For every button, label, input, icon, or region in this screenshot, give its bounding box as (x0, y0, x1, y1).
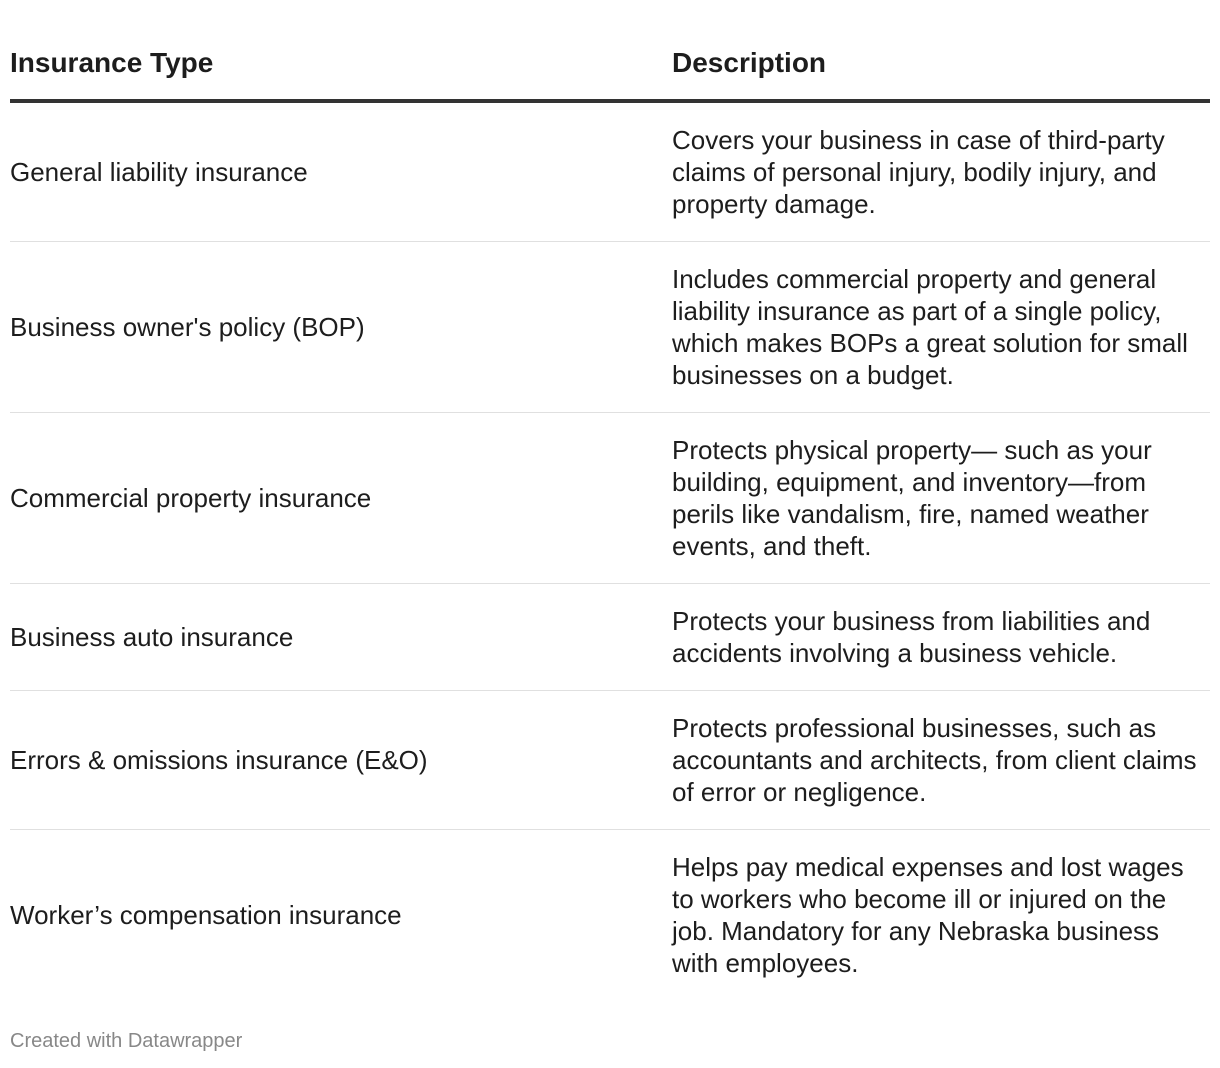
insurance-type-cell: General liability insurance (10, 101, 672, 242)
column-header-insurance-type[interactable]: Insurance Type (10, 0, 672, 101)
table-row (10, 691, 1210, 830)
description-cell: Protects physical property— such as your building, equipment, and inventory—from perils like vandalism, fire, named weather events, and theft. (672, 413, 1210, 584)
description-cell: Includes commercial property and general liability insurance as part of a single policy, which makes BOPs a great solution for small businesses on a budget. (672, 242, 1210, 413)
header-row (10, 0, 1210, 101)
table-row (10, 242, 1210, 413)
insurance-type-cell: Commercial property insurance (10, 413, 672, 584)
table-row (10, 830, 1210, 1001)
insurance-type-cell: Worker’s compensation insurance (10, 900, 402, 930)
table-row (10, 413, 1210, 584)
insurance-type-cell: Business auto insurance (10, 584, 672, 691)
description-cell: Protects your business from liabilities and accidents involving a business vehicle. (672, 584, 1210, 691)
datawrapper-credit[interactable]: Created with Datawrapper (10, 1030, 243, 1052)
column-header-description[interactable]: Description (672, 0, 1210, 101)
table-row (10, 584, 1210, 691)
insurance-type-cell: Errors & omissions insurance (E&O) (10, 691, 672, 830)
description-cell: Helps pay medical expenses and lost wages to workers who become ill or injured on the job. Mandatory for any Nebraska business with employees. (672, 852, 1184, 978)
insurance-table-container (10, 0, 1210, 1000)
description-cell: Protects professional businesses, such as accountants and architects, from client claims of error or negligence. (672, 691, 1210, 830)
insurance-type-cell: Business owner's policy (BOP) (10, 242, 672, 413)
table-row (10, 101, 1210, 242)
insurance-table (10, 0, 1210, 1000)
description-cell: Covers your business in case of third-party claims of personal injury, bodily injury, and property damage. (672, 101, 1210, 242)
